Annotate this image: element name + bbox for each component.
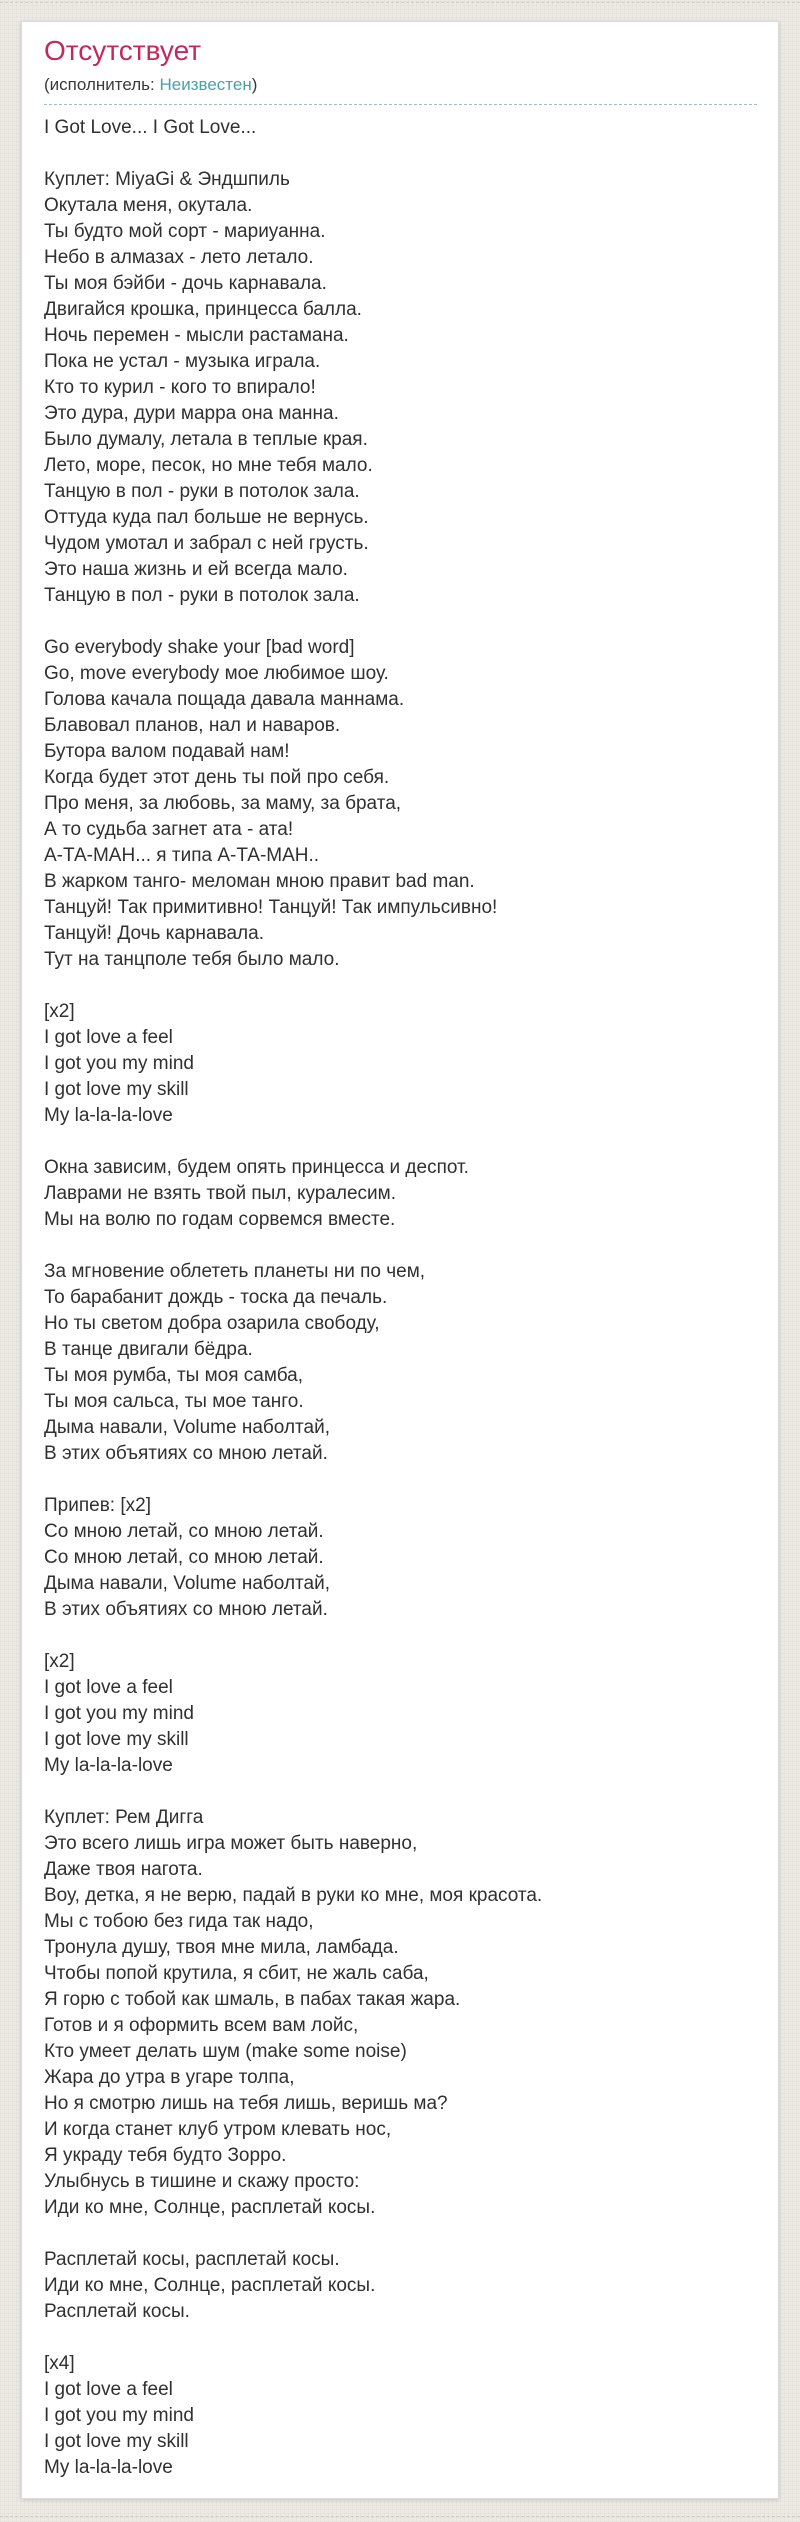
lyrics-line: Про меня, за любовь, за маму, за брата, (44, 793, 402, 814)
lyrics-line: Куплет: MiyaGi & Эндшпиль (44, 169, 290, 190)
artist-line (44, 75, 757, 95)
lyrics-line: Иди ко мне, Солнце, расплетай косы. (44, 2197, 376, 2218)
lyrics-line: Это дура, дури марра она манна. (44, 403, 339, 424)
lyrics-line: My la-la-la-love (44, 1755, 173, 1776)
lyrics-line: Ты моя румба, ты моя самба, (44, 1365, 304, 1386)
lyrics-line: Когда будет этот день ты пой про себя. (44, 767, 390, 788)
artist-label: (исполнитель: (44, 75, 160, 94)
lyrics-line: Это всего лишь игра может быть наверно, (44, 1833, 418, 1854)
lyrics-line: Пока не устал - музыка играла. (44, 351, 321, 372)
lyrics-line: [x2] (44, 1001, 75, 1022)
lyrics-line: Со мною летай, со мною летай. (44, 1547, 324, 1568)
lyrics-line: Двигайся крошка, принцесса балла. (44, 299, 362, 320)
lyrics-line: Со мною летай, со мною летай. (44, 1521, 324, 1542)
lyrics-line: Ты моя сальса, ты мое танго. (44, 1391, 304, 1412)
lyrics-line: Go everybody shake your [bad word] (44, 637, 355, 658)
lyrics-card (21, 21, 779, 2499)
lyrics-line: Мы с тобою без гида так надо, (44, 1911, 314, 1932)
lyrics-line: Куплет: Рем Дигга (44, 1807, 204, 1828)
lyrics-line: Я украду тебя будто Зорро. (44, 2145, 287, 2166)
lyrics-line: Блавовал планов, нал и наваров. (44, 715, 341, 736)
lyrics-line: I got you my mind (44, 1053, 194, 1074)
lyrics-stanza (44, 1493, 757, 1623)
background-bottom-dashed-line (0, 2516, 800, 2517)
lyrics-line: То барабанит дождь - тоска да печаль. (44, 1287, 388, 1308)
lyrics-line: Танцую в пол - руки в потолок зала. (44, 481, 360, 502)
lyrics-line: Но я смотрю лишь на тебя лишь, веришь ма? (44, 2093, 448, 2114)
artist-label-suffix: ) (251, 75, 258, 94)
lyrics-stanza (44, 167, 757, 609)
lyrics-stanza (44, 999, 757, 1129)
lyrics-line: За мгновение облететь планеты ни по чем, (44, 1261, 426, 1282)
lyrics-line: I got love my skill (44, 2431, 189, 2452)
lyrics-line: Окутала меня, окутала. (44, 195, 253, 216)
lyrics-line: Танцуй! Так примитивно! Танцуй! Так импульсивно! (44, 897, 498, 918)
lyrics-line: Лето, море, песок, но мне тебя мало. (44, 455, 373, 476)
lyrics-line: Танцуй! Дочь карнавала. (44, 923, 264, 944)
lyrics-line: Чудом умотал и забрал с ней грусть. (44, 533, 369, 554)
lyrics-line: Окна зависим, будем опять принцесса и деспот. (44, 1157, 469, 1178)
lyrics-line: Чтобы попой крутила, я сбит, не жаль саба, (44, 1963, 429, 1984)
lyrics-stanza (44, 1259, 757, 1467)
lyrics-line: Припев: [x2] (44, 1495, 151, 1516)
lyrics-line: Было думалу, летала в теплые края. (44, 429, 368, 450)
lyrics-line: В этих объятиях со мною летай. (44, 1599, 328, 1620)
lyrics-stanza (44, 635, 757, 973)
lyrics-line: В этих объятиях со мною летай. (44, 1443, 328, 1464)
lyrics-line: Оттуда куда пал больше не вернусь. (44, 507, 369, 528)
lyrics-line: Я горю с тобой как шмаль, в пабах такая жара. (44, 1989, 461, 2010)
lyrics-stanza (44, 1805, 757, 2221)
lyrics-line: I got love a feel (44, 2379, 173, 2400)
lyrics-line: Дыма навали, Volume наболтай, (44, 1573, 330, 1594)
lyrics-line: Это наша жизнь и ей всегда мало. (44, 559, 348, 580)
lyrics-line: Готов и я оформить всем вам лойс, (44, 2015, 359, 2036)
song-title: Отсутствует (44, 35, 202, 66)
lyrics-line: Ты будто мой сорт - мариуанна. (44, 221, 326, 242)
lyrics-line: А-ТА-МАН... я типа А-ТА-МАН.. (44, 845, 320, 866)
lyrics-line: Тронула душу, твоя мне мила, ламбада. (44, 1937, 399, 1958)
lyrics-line: Небо в алмазах - лето летало. (44, 247, 314, 268)
lyrics-stanza (44, 2247, 757, 2325)
lyrics-line: Улыбнусь в тишине и скажу просто: (44, 2171, 360, 2192)
lyrics-line: I got love my skill (44, 1079, 189, 1100)
lyrics-line: I Got Love... I Got Love... (44, 117, 257, 138)
lyrics-line: Но ты светом добра озарила свободу, (44, 1313, 380, 1334)
lyrics-line: Танцую в пол - руки в потолок зала. (44, 585, 360, 606)
lyrics-stanza (44, 1649, 757, 1779)
lyrics-line: [x2] (44, 1651, 75, 1672)
lyrics-text (44, 105, 757, 2481)
lyrics-line: Мы на волю по годам сорвемся вместе. (44, 1209, 396, 1230)
lyrics-line: А то судьба загнет ата - ата! (44, 819, 294, 840)
lyrics-line: Ты моя бэйби - дочь карнавала. (44, 273, 327, 294)
lyrics-line: I got you my mind (44, 1703, 194, 1724)
lyrics-line: I got love a feel (44, 1677, 173, 1698)
lyrics-line: Тут на танцполе тебя было мало. (44, 949, 340, 970)
lyrics-stanza (44, 1155, 757, 1233)
lyrics-line: Расплетай косы. (44, 2301, 190, 2322)
lyrics-line: Бутора валом подавай нам! (44, 741, 290, 762)
lyrics-line: Go, move everybody мое любимое шоу. (44, 663, 389, 684)
lyrics-line: Жара до утра в угаре толпа, (44, 2067, 295, 2088)
lyrics-line: Воу, детка, я не верю, падай в руки ко мне, моя красота. (44, 1885, 543, 1906)
lyrics-line: I got you my mind (44, 2405, 194, 2426)
lyrics-line: Кто то курил - кого то впирало! (44, 377, 316, 398)
lyrics-line: Голова качала пощада давала маннама. (44, 689, 405, 710)
lyrics-line: Даже твоя нагота. (44, 1859, 203, 1880)
lyrics-line: Лаврами не взять твой пыл, куралесим. (44, 1183, 397, 1204)
lyrics-line: I got love a feel (44, 1027, 173, 1048)
lyrics-line: И когда станет клуб утром клевать нос, (44, 2119, 392, 2140)
lyrics-line: Дыма навали, Volume наболтай, (44, 1417, 330, 1438)
background-top-dashed-line (0, 2, 800, 3)
lyrics-line: My la-la-la-love (44, 1105, 173, 1126)
lyrics-line: [x4] (44, 2353, 75, 2374)
lyrics-line: Иди ко мне, Солнце, расплетай косы. (44, 2275, 376, 2296)
page-header (44, 32, 757, 105)
lyrics-stanza (44, 115, 757, 141)
lyrics-line: Ночь перемен - мысли растамана. (44, 325, 349, 346)
lyrics-line: В жарком танго- меломан мною правит bad man. (44, 871, 475, 892)
lyrics-line: My la-la-la-love (44, 2457, 173, 2478)
lyrics-line: I got love my skill (44, 1729, 189, 1750)
lyrics-stanza (44, 2351, 757, 2481)
lyrics-line: Кто умеет делать шум (make some noise) (44, 2041, 407, 2062)
lyrics-line: В танце двигали бёдра. (44, 1339, 253, 1360)
artist-link[interactable]: Неизвестен (159, 75, 252, 94)
lyrics-line: Расплетай косы, расплетай косы. (44, 2249, 340, 2270)
